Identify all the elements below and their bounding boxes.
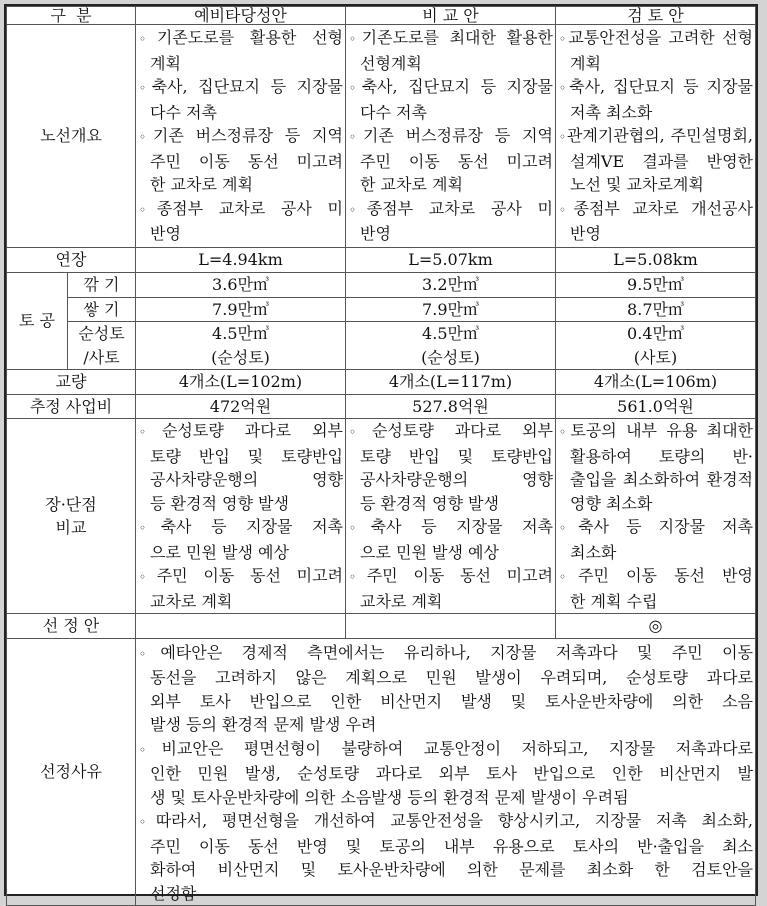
bullet-continuation (559, 101, 753, 125)
bullet-continuation (349, 541, 553, 565)
bullet-text: 생 및 토사운반차량에 의한 소음발생 등의 환경적 문제 발생이 우려됨 (150, 787, 629, 807)
cut-row (7, 273, 756, 298)
bullet-text: 축사 등 지장물 저촉 (370, 517, 553, 536)
bullet-text: 축사, 집단묘지 등 지장물 (151, 77, 343, 97)
bullet-text: 예타안은 경제적 측면에서는 유리하나, 지장물 저촉과다 및 주민 이동 (160, 642, 753, 662)
bullet-text: 주민 이동 동선 반영 및 토공의 내부 유용으로 토사의 반·출입을 최소 (150, 836, 753, 856)
net-soil-row (7, 322, 756, 370)
selected-mark: ◎ (556, 614, 756, 639)
bridge-label: 교량 (7, 370, 136, 395)
bullet-text: 교차로 계획 (360, 591, 443, 611)
bullet-item (349, 419, 553, 445)
bullet-icon: ◦ (349, 32, 362, 47)
selected-row (7, 614, 756, 639)
pros-cons-label-line1: 장·단점 (45, 494, 97, 514)
bullet-text: 축사, 집단묘지 등 지장물 (361, 77, 553, 97)
bullet-item (559, 515, 753, 541)
bullet-item (349, 564, 553, 590)
bullet-icon: ◦ (349, 130, 363, 145)
route-cell (346, 25, 556, 248)
cost-value: 561.0억원 (556, 394, 756, 419)
bullet-item (349, 197, 553, 223)
bullet-text: 공사차량운행의 영향 (360, 470, 553, 489)
reason-cell (136, 638, 756, 906)
earthwork-label: 토 공 (7, 273, 68, 370)
bullet-text: 종점부 교차로 공사 미 (156, 198, 343, 218)
route-cell (136, 25, 346, 248)
header-category: 구 분 (7, 7, 136, 25)
cut-value: 3.6만㎥ (136, 273, 346, 298)
net-soil-value (346, 322, 556, 370)
bullet-text: 발생 등의 환경적 문제 발생 우려 (150, 715, 377, 734)
bullet-continuation (139, 541, 343, 565)
bullet-continuation (139, 101, 343, 125)
bullet-continuation (349, 173, 553, 197)
bullet-text: 활용하여 토량의 반· (570, 446, 753, 466)
bullet-continuation (139, 786, 753, 810)
bullet-continuation (139, 492, 343, 516)
bullet-icon: ◦ (139, 81, 152, 96)
bullet-text: 영향 최소화 (570, 493, 653, 513)
bullet-text: 축사, 집단묘지 등 지장물 (569, 77, 753, 97)
net-soil-label (68, 322, 136, 370)
bullet-icon: ◦ (139, 425, 162, 439)
header-alternative: 비 교 안 (346, 7, 556, 25)
bullet-text: 축사 등 지장물 저촉 (160, 517, 343, 536)
bullet-continuation (349, 468, 553, 492)
bullet-icon: ◦ (139, 32, 157, 47)
fill-value: 7.9만㎥ (136, 297, 346, 322)
bullet-continuation (349, 101, 553, 125)
bullet-item (559, 197, 753, 223)
bullet-icon: ◦ (559, 130, 567, 145)
bullet-text: 토량 반입 및 토량반입 (150, 446, 343, 466)
bullet-text: 한 교차로 계획 (360, 175, 463, 195)
bullet-item (559, 564, 753, 590)
bullet-item (349, 26, 553, 52)
bullet-text: 선정함 (150, 883, 197, 903)
bridge-row (7, 370, 756, 395)
cut-label: 깎 기 (68, 273, 136, 298)
bullet-item (139, 564, 343, 590)
bridge-value: 4개소(L=106m) (556, 370, 756, 395)
bullet-text: 다수 저촉 (360, 102, 427, 122)
cost-row (7, 394, 756, 419)
bullet-text: 순성토량 과다로 외부 (161, 421, 343, 440)
net-soil-label-line2: /사토 (83, 347, 120, 367)
bullet-item (139, 419, 343, 445)
bullet-text: 한 계획 수립 (570, 591, 658, 611)
net-soil-type: (순성토) (421, 347, 480, 367)
pros-cons-cell (556, 419, 756, 614)
net-soil-amount: 4.5만㎥ (422, 324, 479, 343)
cost-value: 472억원 (136, 394, 346, 419)
bridge-value: 4개소(L=102m) (136, 370, 346, 395)
bullet-item (139, 809, 753, 835)
bullet-icon: ◦ (139, 570, 157, 584)
bullet-continuation (139, 690, 753, 714)
bullet-text: 토공의 내부 유용 최대한 (570, 421, 753, 440)
bullet-item (349, 75, 553, 101)
bullet-continuation (139, 590, 343, 614)
bullet-text: 저촉 최소화 (570, 102, 653, 122)
reason-label: 선정사유 (7, 638, 136, 906)
bullet-item (559, 124, 753, 150)
bullet-continuation (559, 590, 753, 614)
bullet-icon: ◦ (139, 815, 156, 829)
bullet-item (349, 124, 553, 150)
net-soil-value (136, 322, 346, 370)
net-soil-type: (순성토) (211, 347, 270, 367)
header-row (7, 7, 756, 25)
bullet-text: 순성토량 과다로 외부 (371, 421, 553, 440)
pros-cons-cell (346, 419, 556, 614)
bullet-continuation (139, 52, 343, 76)
bullet-text: 등 환경적 영향 발생 (150, 493, 289, 513)
bullet-icon: ◦ (349, 425, 372, 439)
bullet-continuation (139, 173, 343, 197)
bullet-icon: ◦ (559, 202, 574, 217)
bullet-continuation (139, 445, 343, 469)
route-cell (556, 25, 756, 248)
fill-row (7, 297, 756, 322)
pros-cons-row (7, 419, 756, 614)
bullet-icon: ◦ (349, 521, 371, 535)
bullet-continuation (559, 173, 753, 197)
pros-cons-cell (136, 419, 346, 614)
bullet-icon: ◦ (559, 570, 579, 584)
bullet-text: 설계VE 결과를 반영한 (570, 151, 753, 171)
bullet-text: 교차로 계획 (150, 591, 233, 611)
cost-label: 추정 사업비 (7, 394, 136, 419)
bullet-item (139, 26, 343, 52)
bullet-text: 최소화 (570, 542, 617, 562)
bullet-text: 기존 버스정류장 등 지역 (362, 126, 553, 146)
cost-value: 527.8억원 (346, 394, 556, 419)
length-value: L=5.07km (346, 248, 556, 273)
fill-value: 8.7만㎥ (556, 297, 756, 322)
net-soil-label-line1: 순성토 (78, 324, 125, 343)
bullet-text: 반영 (150, 224, 181, 244)
comparison-table (4, 4, 758, 903)
bullet-text: 주민 이동 동선 미고려 (366, 566, 553, 585)
route-label: 노선개요 (7, 25, 136, 248)
bullet-text: 축사 등 지장물 저촉 (578, 517, 753, 536)
bullet-continuation (349, 590, 553, 614)
cut-value: 9.5만㎥ (556, 273, 756, 298)
bullet-icon: ◦ (349, 202, 367, 217)
bullet-continuation (559, 541, 753, 565)
bullet-text: 선형계획 (360, 53, 422, 73)
bullet-item (559, 26, 753, 52)
bullet-text: 교통안전성을 고려한 선형 (568, 28, 753, 48)
bullet-continuation (139, 713, 753, 737)
bullet-text: 주민 이동 동선 미고려 (156, 566, 343, 585)
bullet-text: 비교안은 평면선형이 불량하여 교통안정이 저하되고, 지장물 저촉과다로 (161, 738, 753, 758)
bullet-text: 주민 이동 동선 반영 (578, 566, 753, 585)
bullet-icon: ◦ (349, 81, 362, 96)
bullet-text: 반영 (360, 224, 391, 244)
bullet-text: 종점부 교차로 공사 미 (366, 198, 553, 218)
bullet-text: 공사차량운행의 영향 (150, 470, 343, 489)
bullet-icon: ◦ (139, 521, 161, 535)
bullet-continuation (349, 150, 553, 174)
bullet-item (349, 515, 553, 541)
bullet-text: 동선을 고려하지 않은 계획으로 민원 발생이 우려되며, 순성토량 과다로 (150, 668, 753, 687)
length-value: L=5.08km (556, 248, 756, 273)
bullet-continuation (139, 468, 343, 492)
bullet-text: 주민 이동 동선 미고려 (150, 151, 343, 171)
selected-mark (346, 614, 556, 639)
bullet-continuation (559, 445, 753, 469)
bullet-text: 등 환경적 영향 발생 (360, 493, 499, 513)
pros-cons-label-line2: 비교 (55, 518, 87, 537)
cut-value: 3.2만㎥ (346, 273, 556, 298)
bullet-icon: ◦ (139, 202, 157, 217)
bullet-text: 인한 민원 발생, 순성토량 과다로 외부 토사 반입으로 인한 비산먼지 발 (150, 764, 753, 783)
bullet-item (139, 515, 343, 541)
net-soil-value (556, 322, 756, 370)
bullet-text: 한 교차로 계획 (150, 175, 253, 195)
bullet-icon: ◦ (559, 81, 570, 96)
bullet-text: 으로 민원 발생 예상 (360, 542, 499, 562)
bullet-continuation (349, 222, 553, 246)
bullet-continuation (139, 222, 343, 246)
net-soil-type: (사토) (633, 347, 678, 367)
reason-row (7, 638, 756, 906)
bullet-text: 계획 (150, 53, 181, 73)
bullet-item (139, 75, 343, 101)
header-prelim-feasibility: 예비타당성안 (136, 7, 346, 25)
bullet-icon: ◦ (559, 425, 571, 439)
bullet-continuation (559, 492, 753, 516)
bullet-text: 관계기관협의, 주민설명회, (566, 126, 753, 146)
bullet-continuation (139, 858, 753, 882)
fill-value: 7.9만㎥ (346, 297, 556, 322)
bullet-text: 주민 이동 동선 미고려 (360, 151, 553, 171)
bullet-continuation (349, 52, 553, 76)
bullet-continuation (559, 468, 753, 492)
bullet-text: 종점부 교차로 개선공사 (573, 198, 753, 218)
route-row (7, 25, 756, 248)
bullet-continuation (349, 492, 553, 516)
bullet-text: 외부 토사 반입으로 인한 비산먼지 발생 및 토사운반차량에 의한 소음 (150, 691, 753, 711)
bullet-icon: ◦ (139, 646, 161, 661)
bullet-text: 반영 (570, 224, 601, 244)
bullet-icon: ◦ (559, 32, 569, 47)
bullet-text: 화하여 비산먼지 및 토사운반차량에 의한 문제를 최소화 한 검토안을 (150, 860, 753, 879)
bullet-continuation (139, 882, 753, 906)
bullet-continuation (559, 150, 753, 174)
bullet-icon: ◦ (559, 521, 579, 535)
length-value: L=4.94km (136, 248, 346, 273)
bullet-item (139, 737, 753, 763)
bullet-continuation (559, 222, 753, 246)
bullet-continuation (559, 52, 753, 76)
bullet-text: 따라서, 평면선형을 개선하여 교통안전성을 향상시키고, 지장물 저촉 최소화, (155, 811, 753, 830)
selected-label: 선 정 안 (7, 614, 136, 639)
bullet-item (139, 641, 753, 667)
net-soil-amount: 4.5만㎥ (212, 324, 269, 343)
pros-cons-label (7, 419, 136, 614)
bullet-text: 노선 및 교차로계획 (570, 175, 704, 195)
bullet-item (559, 419, 753, 445)
bullet-text: 기존도로를 최대한 활용한 (361, 28, 553, 48)
bullet-text: 으로 민원 발생 예상 (150, 542, 289, 562)
net-soil-amount: 0.4만㎥ (627, 324, 684, 343)
bullet-icon: ◦ (139, 130, 153, 145)
bullet-item (559, 75, 753, 101)
length-label: 연장 (7, 248, 136, 273)
bullet-continuation (349, 445, 553, 469)
bullet-continuation (139, 666, 753, 690)
bullet-icon: ◦ (349, 570, 367, 584)
bullet-continuation (139, 835, 753, 859)
bullet-continuation (139, 762, 753, 786)
bullet-text: 기존도로를 활용한 선형 (156, 28, 343, 48)
bridge-value: 4개소(L=117m) (346, 370, 556, 395)
bullet-icon: ◦ (139, 742, 162, 757)
bullet-continuation (139, 150, 343, 174)
bullet-text: 토량 반입 및 토량반입 (360, 446, 553, 466)
selected-mark (136, 614, 346, 639)
bullet-item (139, 197, 343, 223)
bullet-text: 다수 저촉 (150, 102, 217, 122)
fill-label: 쌓 기 (68, 297, 136, 322)
header-review: 검 토 안 (556, 7, 756, 25)
bullet-item (139, 124, 343, 150)
bullet-text: 기존 버스정류장 등 지역 (152, 126, 343, 146)
bullet-text: 출입을 최소화하여 환경적 (570, 470, 753, 489)
length-row (7, 248, 756, 273)
bullet-text: 계획 (570, 53, 601, 73)
